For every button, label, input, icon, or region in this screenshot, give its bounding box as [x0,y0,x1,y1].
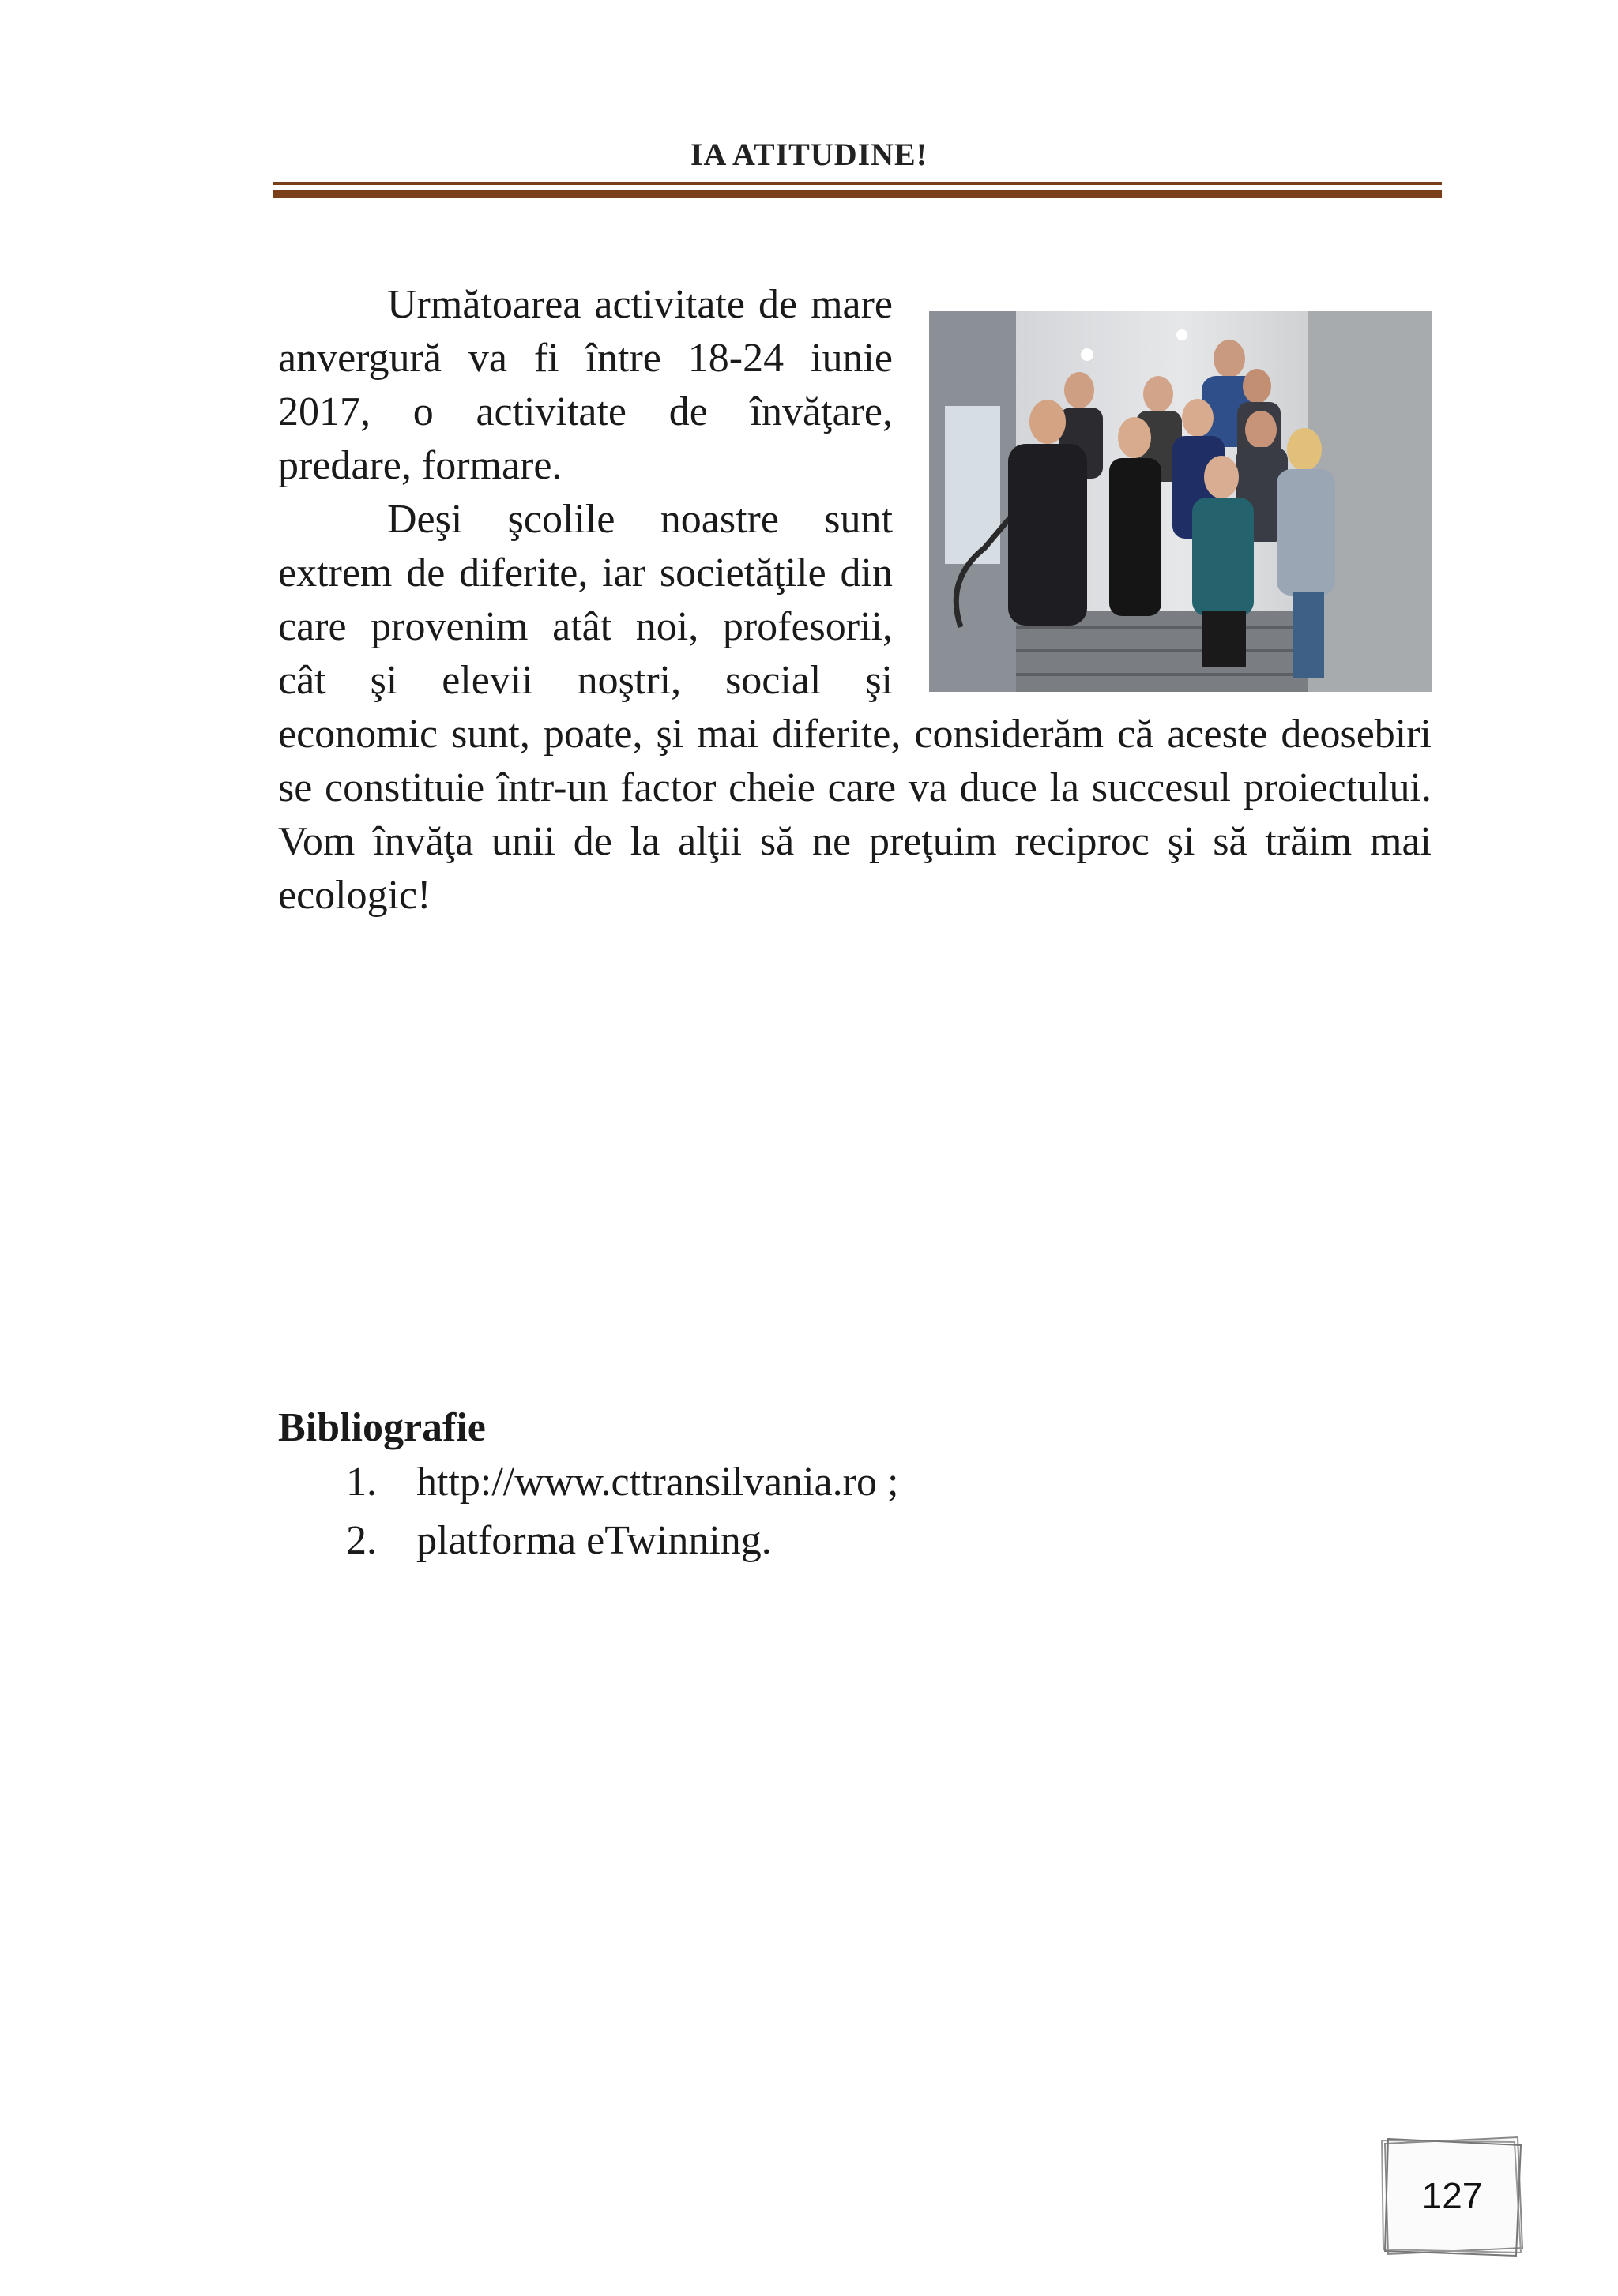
header-rule-thin [273,182,1442,185]
header-rule-thick [273,190,1442,198]
bibliography-item [278,1512,898,1570]
bibliography-list [278,1453,898,1570]
bibliography-item [278,1453,898,1512]
bibliography-item-number: 2. [346,1518,377,1563]
page-number-box [1379,2133,1526,2259]
bibliography-item-text: http://www.cttransilvania.ro ; [416,1460,899,1505]
page-number: 127 [1421,2175,1483,2216]
main-text [278,278,1432,923]
bibliography-item-number: 1. [346,1460,377,1505]
bibliography-title: Bibliografie [278,1405,486,1450]
running-header: IA ATITUDINE! [690,137,928,172]
group-photo [929,311,1432,692]
paragraph-1: Următoarea activitate de mare anvergură va fi între 18-24 iunie 2017, o activitate de învăţare, predare, formare. [278,282,893,488]
bibliography-item-text: platforma eTwinning. [416,1518,772,1563]
paragraph-2: Deşi şcolile noastre sunt extrem de diferite, iar societăţile din care provenim atât noi, profesorii, cât şi elevii noştri, social şi economic sunt, poate, şi mai diferite, considerăm că aceste deosebiri se constituie într-un factor cheie care va duce la succesul proiectului. Vom învăţa unii de la alţii să ne preţuim reciproc şi să trăim mai ecologic! [278,497,1432,918]
